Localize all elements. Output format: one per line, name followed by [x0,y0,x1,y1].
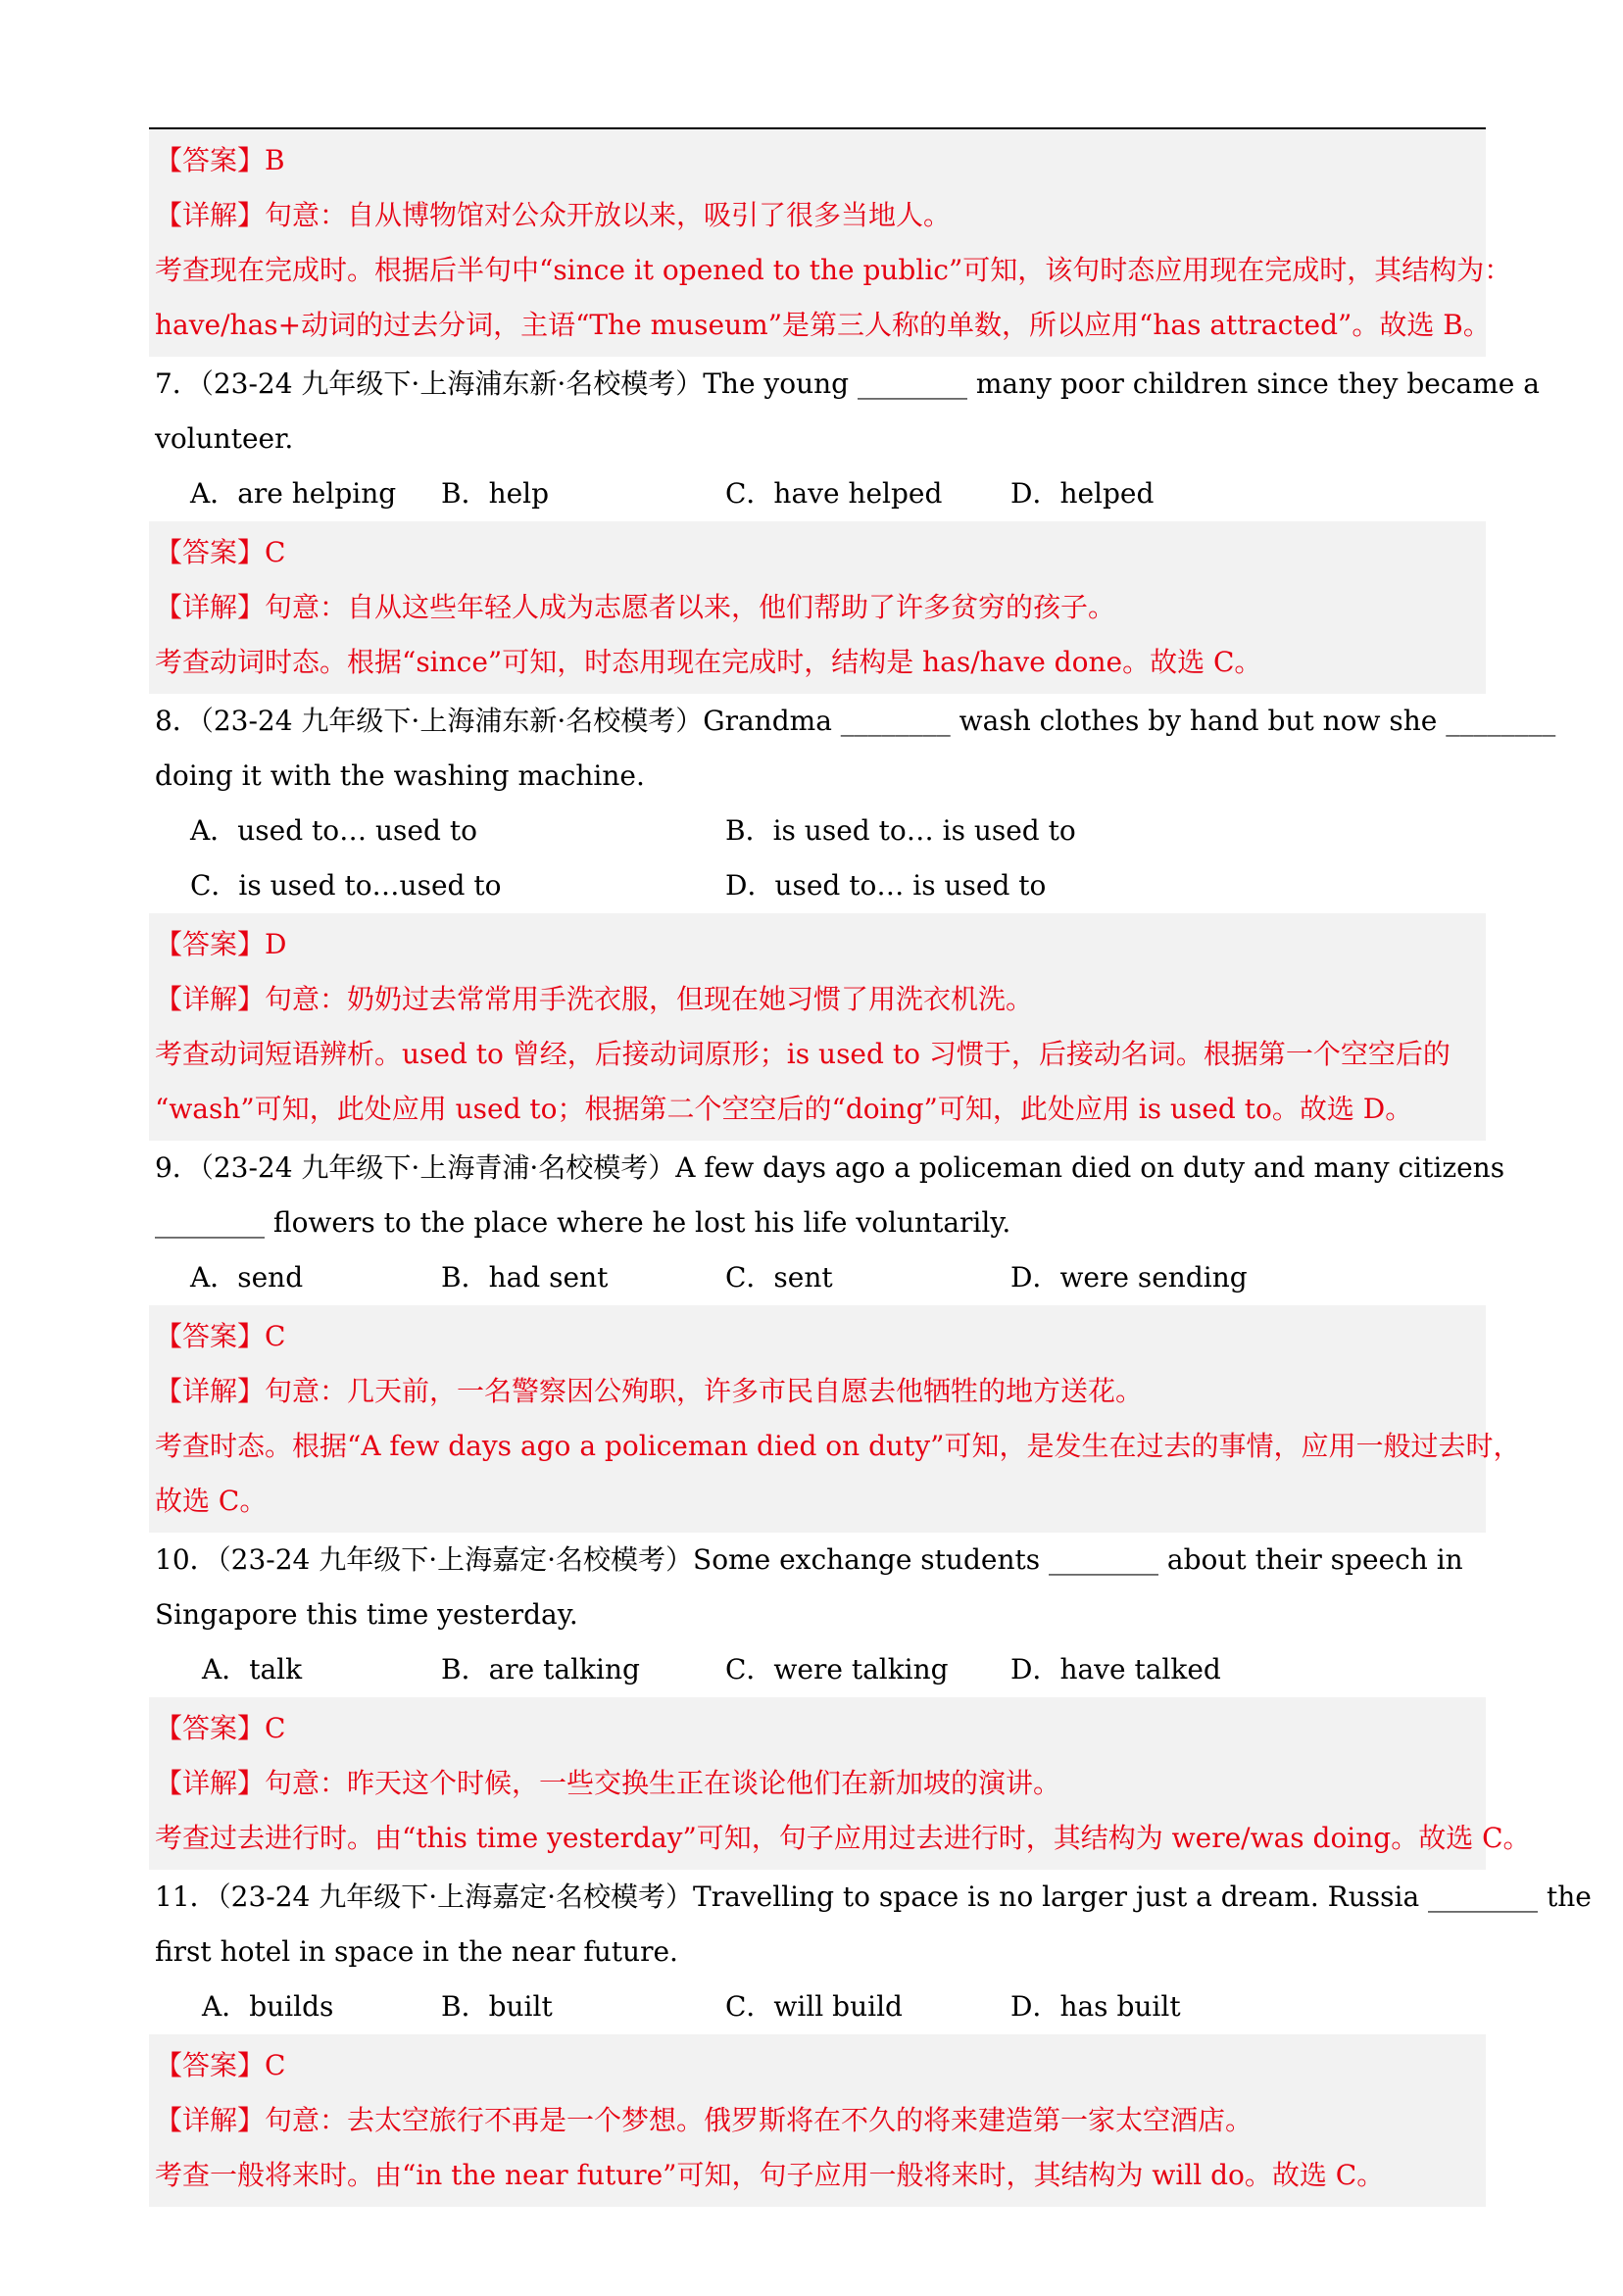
question-10 [149,1533,1486,1697]
question-11 [149,1870,1592,2034]
explanation-line: 故选 C。 [155,1485,268,1517]
question-9 [149,1141,1505,1305]
question-stem: 8．（23-24 九年级下·上海浦东新·名校模考）Grandma ________ wash clothes by hand but now she ________ [155,705,1556,737]
option-c: C．have helped [725,477,943,510]
option-b: B．help [441,477,550,510]
answer-label: 【答案】C [155,536,286,568]
option-a: A．send [190,1261,304,1294]
question-stem-cont: first hotel in space in the near future. [155,1935,678,1968]
option-a: A．builds [202,1990,334,2023]
option-c: C．will build [725,1990,903,2023]
page-body [149,129,1592,2207]
answer-label: 【答案】B [155,144,285,176]
answer-block-8 [149,913,1486,1141]
option-d: D．used to… is used to [725,869,1047,902]
option-a: A．talk [202,1653,303,1685]
explanation-line: 考查现在完成时。根据后半句中“since it opened to the public”可知，该句时态应用现在完成时，其结构为： [155,254,1512,286]
detail-text: 【详解】句意：去太空旅行不再是一个梦想。俄罗斯将在不久的将来建造第一家太空酒店。 [155,2104,1254,2136]
explanation-line: 考查一般将来时。由“in the near future”可知，句子应用一般将来时，其结构为 will do。故选 C。 [155,2159,1385,2191]
option-row [155,466,1480,521]
question-stem: 11．（23-24 九年级下·上海嘉定·名校模考）Travelling to space is no larger just a dream. Russia ________ the [155,1881,1592,1913]
option-b: B．is used to… is used to [725,814,1076,847]
option-b: B．had sent [441,1261,609,1294]
question-8 [149,694,1556,913]
option-d: D．have talked [1010,1653,1221,1685]
explanation-line: “wash”可知，此处应用 used to；根据第二个空空后的“doing”可知，此处应用 is used to。故选 D。 [155,1093,1413,1125]
option-d: D．helped [1010,477,1155,510]
option-row [155,804,1480,858]
question-stem-cont: Singapore this time yesterday. [155,1598,578,1631]
answer-block-6 [149,129,1512,357]
question-stem-cont: ________ flowers to the place where he lost his life voluntarily. [155,1206,1011,1239]
option-a: A．are helping [190,477,397,510]
option-b: B．built [441,1990,553,2023]
answer-block-10 [149,1697,1531,1870]
option-row [155,1250,1480,1305]
explanation-line: have/has+动词的过去分词，主语“The museum”是第三人称的单数，所以应用“has attracted”。故选 B。 [155,309,1491,341]
detail-text: 【详解】句意：奶奶过去常常用手洗衣服，但现在她习惯了用洗衣机洗。 [155,983,1034,1015]
option-row [155,1642,1480,1697]
explanation-line: 考查动词短语辨析。used to 曾经，后接动词原形；is used to 习惯于，后接动名词。根据第一个空空后的 [155,1038,1451,1070]
detail-text: 【详解】句意：几天前，一名警察因公殉职，许多市民自愿去他牺牲的地方送花。 [155,1375,1144,1407]
option-a: A．used to… used to [190,814,477,847]
question-7 [149,357,1540,521]
answer-label: 【答案】C [155,1712,286,1744]
answer-label: 【答案】C [155,2049,286,2081]
option-row [155,858,1480,913]
detail-text: 【详解】句意：自从这些年轻人成为志愿者以来，他们帮助了许多贫穷的孩子。 [155,591,1116,623]
option-c: C．were talking [725,1653,949,1685]
question-stem: 10．（23-24 九年级下·上海嘉定·名校模考）Some exchange students ________ about their speech in [155,1543,1463,1576]
question-stem: 7．（23-24 九年级下·上海浦东新·名校模考）The young ________ many poor children since they became a [155,367,1540,400]
option-row [155,1979,1480,2034]
answer-block-7 [149,521,1486,694]
question-stem-cont: doing it with the washing machine. [155,759,645,792]
option-c: C．is used to…used to [190,869,502,902]
detail-text: 【详解】句意：昨天这个时候，一些交换生正在谈论他们在新加坡的演讲。 [155,1767,1061,1799]
question-stem: 9．（23-24 九年级下·上海青浦·名校模考）A few days ago a policeman died on duty and many citizens [155,1151,1505,1184]
option-c: C．sent [725,1261,833,1294]
answer-label: 【答案】C [155,1320,286,1352]
detail-text: 【详解】句意：自从博物馆对公众开放以来，吸引了很多当地人。 [155,199,952,231]
option-b: B．are talking [441,1653,640,1685]
option-d: D．were sending [1010,1261,1248,1294]
answer-block-11 [149,2034,1486,2207]
answer-label: 【答案】D [155,928,287,960]
answer-block-9 [149,1305,1521,1533]
question-stem-cont: volunteer. [155,422,294,455]
explanation-line: 考查时态。根据“A few days ago a policeman died on duty”可知，是发生在过去的事情，应用一般过去时， [155,1430,1521,1462]
explanation-line: 考查过去进行时。由“this time yesterday”可知，句子应用过去进行时，其结构为 were/was doing。故选 C。 [155,1822,1531,1854]
explanation-line: 考查动词时态。根据“since”可知，时态用现在完成时，结构是 has/have done。故选 C。 [155,646,1262,678]
option-d: D．has built [1010,1990,1181,2023]
